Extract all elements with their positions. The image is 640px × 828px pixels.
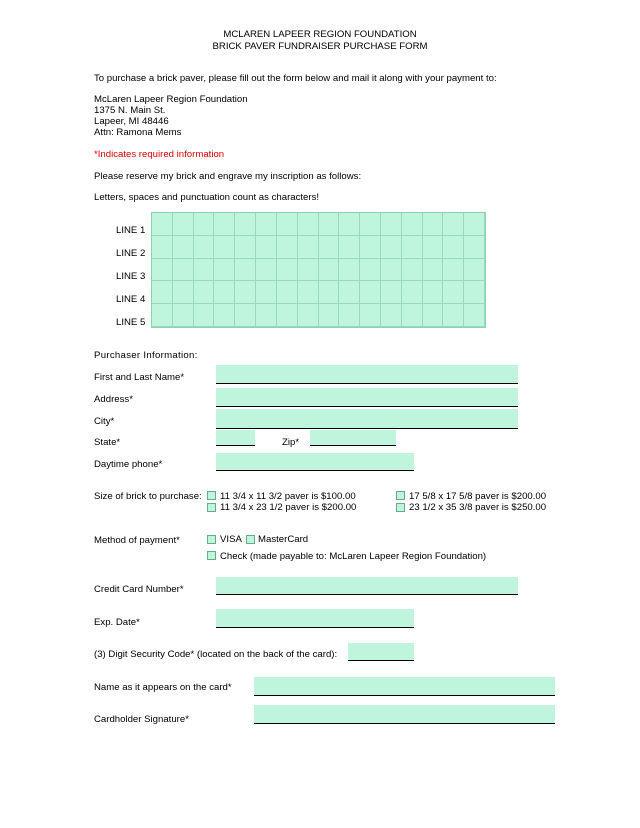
char-cell[interactable] [194,259,215,282]
size-option-2-checkbox[interactable] [207,503,216,512]
org-title: MCLAREN LAPEER REGION FOUNDATION [223,29,417,40]
char-cell[interactable] [173,236,194,259]
size-option-2-label: 11 3/4 x 23 1/2 paver is $200.00 [220,502,357,513]
char-cell[interactable] [173,259,194,282]
address-label: Address* [94,394,133,405]
char-cell[interactable] [194,236,215,259]
security-code-field[interactable] [348,643,414,661]
address-city: Lapeer, MI 48446 [94,116,169,127]
zip-label: Zip* [282,437,300,448]
phone-label: Daytime phone* [94,459,163,470]
char-cell[interactable] [402,281,423,304]
name-field[interactable] [216,365,518,384]
char-cell[interactable] [360,259,381,282]
char-cell[interactable] [443,281,464,304]
char-cell[interactable] [423,236,444,259]
char-cell[interactable] [256,281,277,304]
address-attn: Attn: Ramona Mems [94,127,182,138]
char-cell[interactable] [360,213,381,236]
char-cell[interactable] [214,281,235,304]
char-cell[interactable] [443,213,464,236]
char-cell[interactable] [339,213,360,236]
char-cell[interactable] [277,213,298,236]
char-cell[interactable] [173,304,194,327]
signature-field[interactable] [254,705,555,724]
city-label: City* [94,416,115,427]
char-cell[interactable] [256,259,277,282]
char-cell[interactable] [235,304,256,327]
char-cell[interactable] [402,213,423,236]
char-cell[interactable] [256,213,277,236]
inscription-grid [151,212,486,328]
signature-label: Cardholder Signature* [94,714,189,725]
line-4-label: LINE 4 [116,294,146,305]
char-cell[interactable] [464,236,485,259]
char-cell[interactable] [360,281,381,304]
char-cell[interactable] [256,236,277,259]
form-title: BRICK PAVER FUNDRAISER PURCHASE FORM [212,41,428,52]
visa-checkbox[interactable] [207,535,216,544]
char-cell[interactable] [423,213,444,236]
exp-date-field[interactable] [216,609,414,628]
char-cell[interactable] [402,236,423,259]
check-checkbox[interactable] [207,551,216,560]
char-cell[interactable] [152,213,173,236]
char-cell[interactable] [235,236,256,259]
char-cell[interactable] [256,304,277,327]
char-cell[interactable] [173,281,194,304]
char-cell[interactable] [339,236,360,259]
required-note: *Indicates required information [94,149,225,160]
char-cell[interactable] [381,259,402,282]
char-cell[interactable] [152,304,173,327]
line-2-label: LINE 2 [116,248,146,259]
exp-date-label: Exp. Date* [94,617,140,628]
char-cell[interactable] [277,304,298,327]
char-cell[interactable] [381,213,402,236]
char-cell[interactable] [360,304,381,327]
char-cell[interactable] [319,213,340,236]
char-cell[interactable] [214,304,235,327]
char-cell[interactable] [339,281,360,304]
char-cell[interactable] [235,213,256,236]
char-cell[interactable] [402,304,423,327]
char-cell[interactable] [402,259,423,282]
size-label: Size of brick to purchase: [94,491,202,502]
zip-field[interactable] [310,430,396,446]
char-cell[interactable] [298,304,319,327]
char-cell[interactable] [464,259,485,282]
line-3-label: LINE 3 [116,271,146,282]
char-cell[interactable] [298,259,319,282]
characters-note: Letters, spaces and punctuation count as characters! [94,192,320,203]
char-cell[interactable] [319,236,340,259]
visa-label: VISA [220,534,242,545]
char-cell[interactable] [173,213,194,236]
char-cell[interactable] [214,213,235,236]
char-cell[interactable] [298,236,319,259]
address-street: 1375 N. Main St. [94,105,166,116]
char-cell[interactable] [339,259,360,282]
size-option-4-checkbox[interactable] [396,503,405,512]
security-code-label: (3) Digit Security Code* (located on the back of the card): [94,649,338,660]
char-cell[interactable] [443,304,464,327]
char-cell[interactable] [194,213,215,236]
char-cell[interactable] [152,259,173,282]
mastercard-checkbox[interactable] [246,535,255,544]
card-number-field[interactable] [216,577,518,595]
purchaser-heading: Purchaser Information: [94,350,198,361]
card-number-label: Credit Card Number* [94,584,184,595]
char-cell[interactable] [423,259,444,282]
char-cell[interactable] [464,304,485,327]
name-label: First and Last Name* [94,372,185,383]
check-label: Check (made payable to: McLaren Lapeer Region Foundation) [220,551,487,562]
payment-label: Method of payment* [94,535,180,546]
char-cell[interactable] [277,259,298,282]
card-name-field[interactable] [254,677,555,696]
size-option-1-label: 11 3/4 x 11 3/2 paver is $100.00 [220,491,356,502]
address-field[interactable] [216,388,518,407]
char-cell[interactable] [319,304,340,327]
char-cell[interactable] [339,304,360,327]
char-cell[interactable] [298,281,319,304]
char-cell[interactable] [319,281,340,304]
intro-text: To purchase a brick paver, please fill out the form below and mail it along with your payment to: [94,73,497,84]
line-1-label: LINE 1 [116,225,146,236]
state-field[interactable] [216,430,255,446]
char-cell[interactable] [152,236,173,259]
char-cell[interactable] [298,213,319,236]
char-cell[interactable] [319,259,340,282]
char-cell[interactable] [152,281,173,304]
char-cell[interactable] [277,281,298,304]
address-name: McLaren Lapeer Region Foundation [94,94,248,105]
char-cell[interactable] [194,281,215,304]
size-option-3-checkbox[interactable] [396,491,405,500]
size-option-1-checkbox[interactable] [207,491,216,500]
mastercard-label: MasterCard [258,534,309,545]
reserve-text: Please reserve my brick and engrave my inscription as follows: [94,171,362,182]
char-cell[interactable] [443,236,464,259]
char-cell[interactable] [214,259,235,282]
char-cell[interactable] [381,304,402,327]
char-cell[interactable] [360,236,381,259]
phone-field[interactable] [216,453,414,471]
char-cell[interactable] [381,281,402,304]
card-name-label: Name as it appears on the card* [94,682,232,693]
size-option-3-label: 17 5/8 x 17 5/8 paver is $200.00 [409,491,547,502]
char-cell[interactable] [464,213,485,236]
char-cell[interactable] [464,281,485,304]
char-cell[interactable] [235,259,256,282]
char-cell[interactable] [423,304,444,327]
char-cell[interactable] [235,281,256,304]
char-cell[interactable] [443,259,464,282]
char-cell[interactable] [277,236,298,259]
state-label: State* [94,437,121,448]
size-option-4-label: 23 1/2 x 35 3/8 paver is $250.00 [409,502,547,513]
char-cell[interactable] [214,236,235,259]
line-5-label: LINE 5 [116,317,146,328]
char-cell[interactable] [194,304,215,327]
city-field[interactable] [216,409,518,429]
char-cell[interactable] [381,236,402,259]
char-cell[interactable] [423,281,444,304]
